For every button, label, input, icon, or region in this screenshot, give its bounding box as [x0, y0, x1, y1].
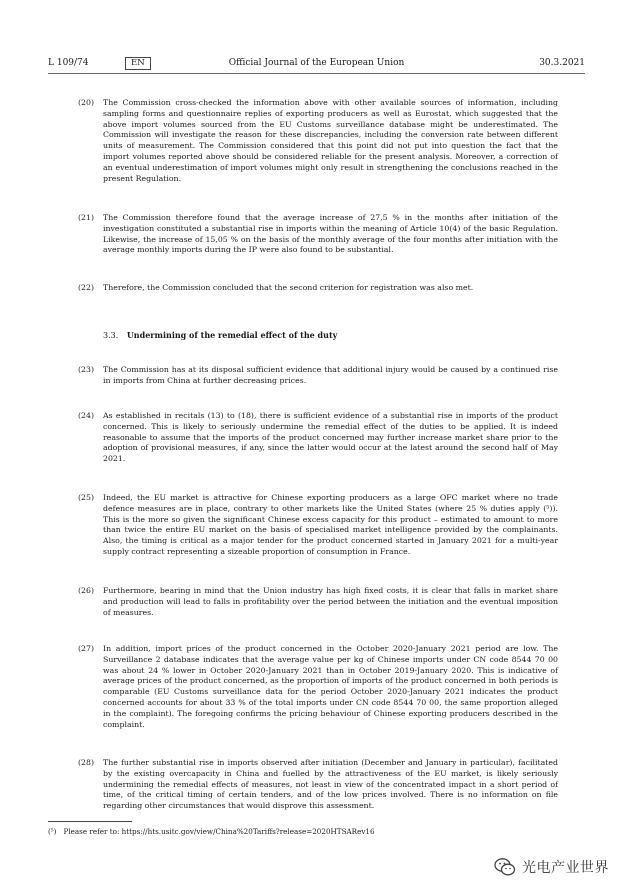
recital-24 — [78, 411, 558, 465]
recital-27 — [78, 644, 558, 730]
recital-number: (24) — [78, 411, 95, 420]
recital-number: (27) — [78, 644, 95, 653]
recital-text: The Commission has at its disposal sufficient evidence that additional injury would be caused by a continued rise in imports from China at further decreasing prices. — [103, 365, 558, 385]
recital-20 — [78, 98, 558, 184]
recital-number: (22) — [78, 283, 95, 292]
recital-number: (25) — [78, 493, 95, 502]
recital-text: The further substantial rise in imports observed after initiation (December and January in particular), facilitated by the existing overcapacity in China and fuelled by the attractiveness of the EU market, is likely seriously undermining the remedial effects of measures, not least in view of the concentrated impact in a short period of time, of the critical timing of certain tenders, and of the low prices involved. There is no information on file regarding other circumstances that would disprove this assessment. — [103, 758, 558, 811]
recital-text: As established in recitals (13) to (18), there is sufficient evidence of a substantial rise in imports of the product concerned. This is likely to seriously undermine the remedial effect of the duties to be applied. It is indeed reasonable to assume that the imports of the product concerned may further increase market share prior to the adoption of provisional measures, if any, since the latter would occur at the latest around the second half of May 2021. — [103, 411, 558, 464]
section-number: 3.3. — [103, 331, 119, 340]
journal-title: Official Journal of the European Union — [228, 58, 405, 68]
recital-number: (28) — [78, 758, 95, 767]
recital-23 — [78, 365, 558, 387]
recital-number: (20) — [78, 98, 95, 107]
recital-text: Therefore, the Commission concluded that the second criterion for registration was also met. — [103, 283, 474, 292]
recital-22 — [78, 283, 558, 294]
recital-text: Furthermore, bearing in mind that the Union industry has high fixed costs, it is clear that falls in market share and production will lead to falls in profitability over the period between the initiation and the eventual imposition of measures. — [103, 586, 558, 617]
recital-21 — [78, 213, 558, 256]
footnote-divider — [48, 821, 132, 822]
recital-number: (23) — [78, 365, 95, 374]
recital-text: The Commission therefore found that the average increase of 27,5 % in the months after initiation of the investigation constituted a substantial rise in imports within the meaning of Article 10(4) of the basic Regulation. Likewise, the increase of 15,05 % on the basis of the monthly average of the four months after initiation with the average monthly imports during the IP were also found to be substantial. — [103, 213, 558, 255]
recital-25 — [78, 493, 558, 558]
recital-text: The Commission cross-checked the information above with other available sources of information, including sampling forms and questionnaire replies of exporting producers as well as Eurostat, which suggested that the above import volumes sourced from the EU Customs surveillance database might be underestimated. The Commission will investigate the reason for these discrepancies, including the conversion rate between different units of measurement. The Commission considered that this point did not put into question the fact that the import volumes reported above should be considered reliable for the present analysis. Moreover, a correction of an eventual underestimation of import volumes might only result in strengthening the conclusions reached in the present Regulation. — [103, 98, 558, 183]
page-reference: L 109/74 — [48, 58, 89, 68]
journal-header — [48, 57, 585, 71]
watermark — [494, 856, 609, 878]
language-badge: EN — [125, 57, 151, 70]
footnote — [48, 827, 375, 837]
recital-26 — [78, 586, 558, 618]
wechat-icon — [494, 857, 516, 877]
section-heading — [103, 330, 337, 341]
recital-number: (26) — [78, 586, 95, 595]
recital-text: Indeed, the EU market is attractive for Chinese exporting producers as a large OFC market where no trade defence measures are in place, contrary to other markets like the United States (where 25 % duties apply (⁵)). This is the more so given the significant Chinese excess capacity for this product – estimated to amount to more than twice the entire EU market on the basis of specialised market intelligence provided by the complainants. Also, the timing is critical as a major tender for the product concerned started in January 2021 for a multi-year supply contract representing a sizeable proportion of consumption in France. — [103, 493, 558, 556]
publication-date: 30.3.2021 — [539, 58, 585, 68]
footnote-text: Please refer to: https://hts.usitc.gov/view/China%20Tariffs?release=2020HTSARev16 — [63, 827, 375, 836]
footnote-marker: (⁵) — [48, 827, 57, 836]
recital-number: (21) — [78, 213, 95, 222]
section-title: Undermining of the remedial effect of the duty — [126, 330, 338, 340]
header-divider — [48, 73, 585, 74]
recital-text: In addition, import prices of the product concerned in the October 2020-January 2021 period are low. The Surveillance 2 database indicates that the average value per kg of Chinese imports under CN code 8544 70 00 was about 24 % lower in October 2020-January 2021 than in October 2019-January 2020. This is indicative of average prices of the product concerned, as the proportion of imports of the product concerned in both periods is comparable (EU Customs surveillance data for the period October 2020-January 2021 indicates the product concerned accounts for about 33 % of the total imports under CN code 8544 70 00, the same proportion alleged in the complaint). The foregoing confirms the pricing behaviour of Chinese exporting producers described in the complaint. — [103, 644, 558, 729]
watermark-text: 光电产业世界 — [522, 860, 609, 876]
recital-28 — [78, 758, 558, 812]
